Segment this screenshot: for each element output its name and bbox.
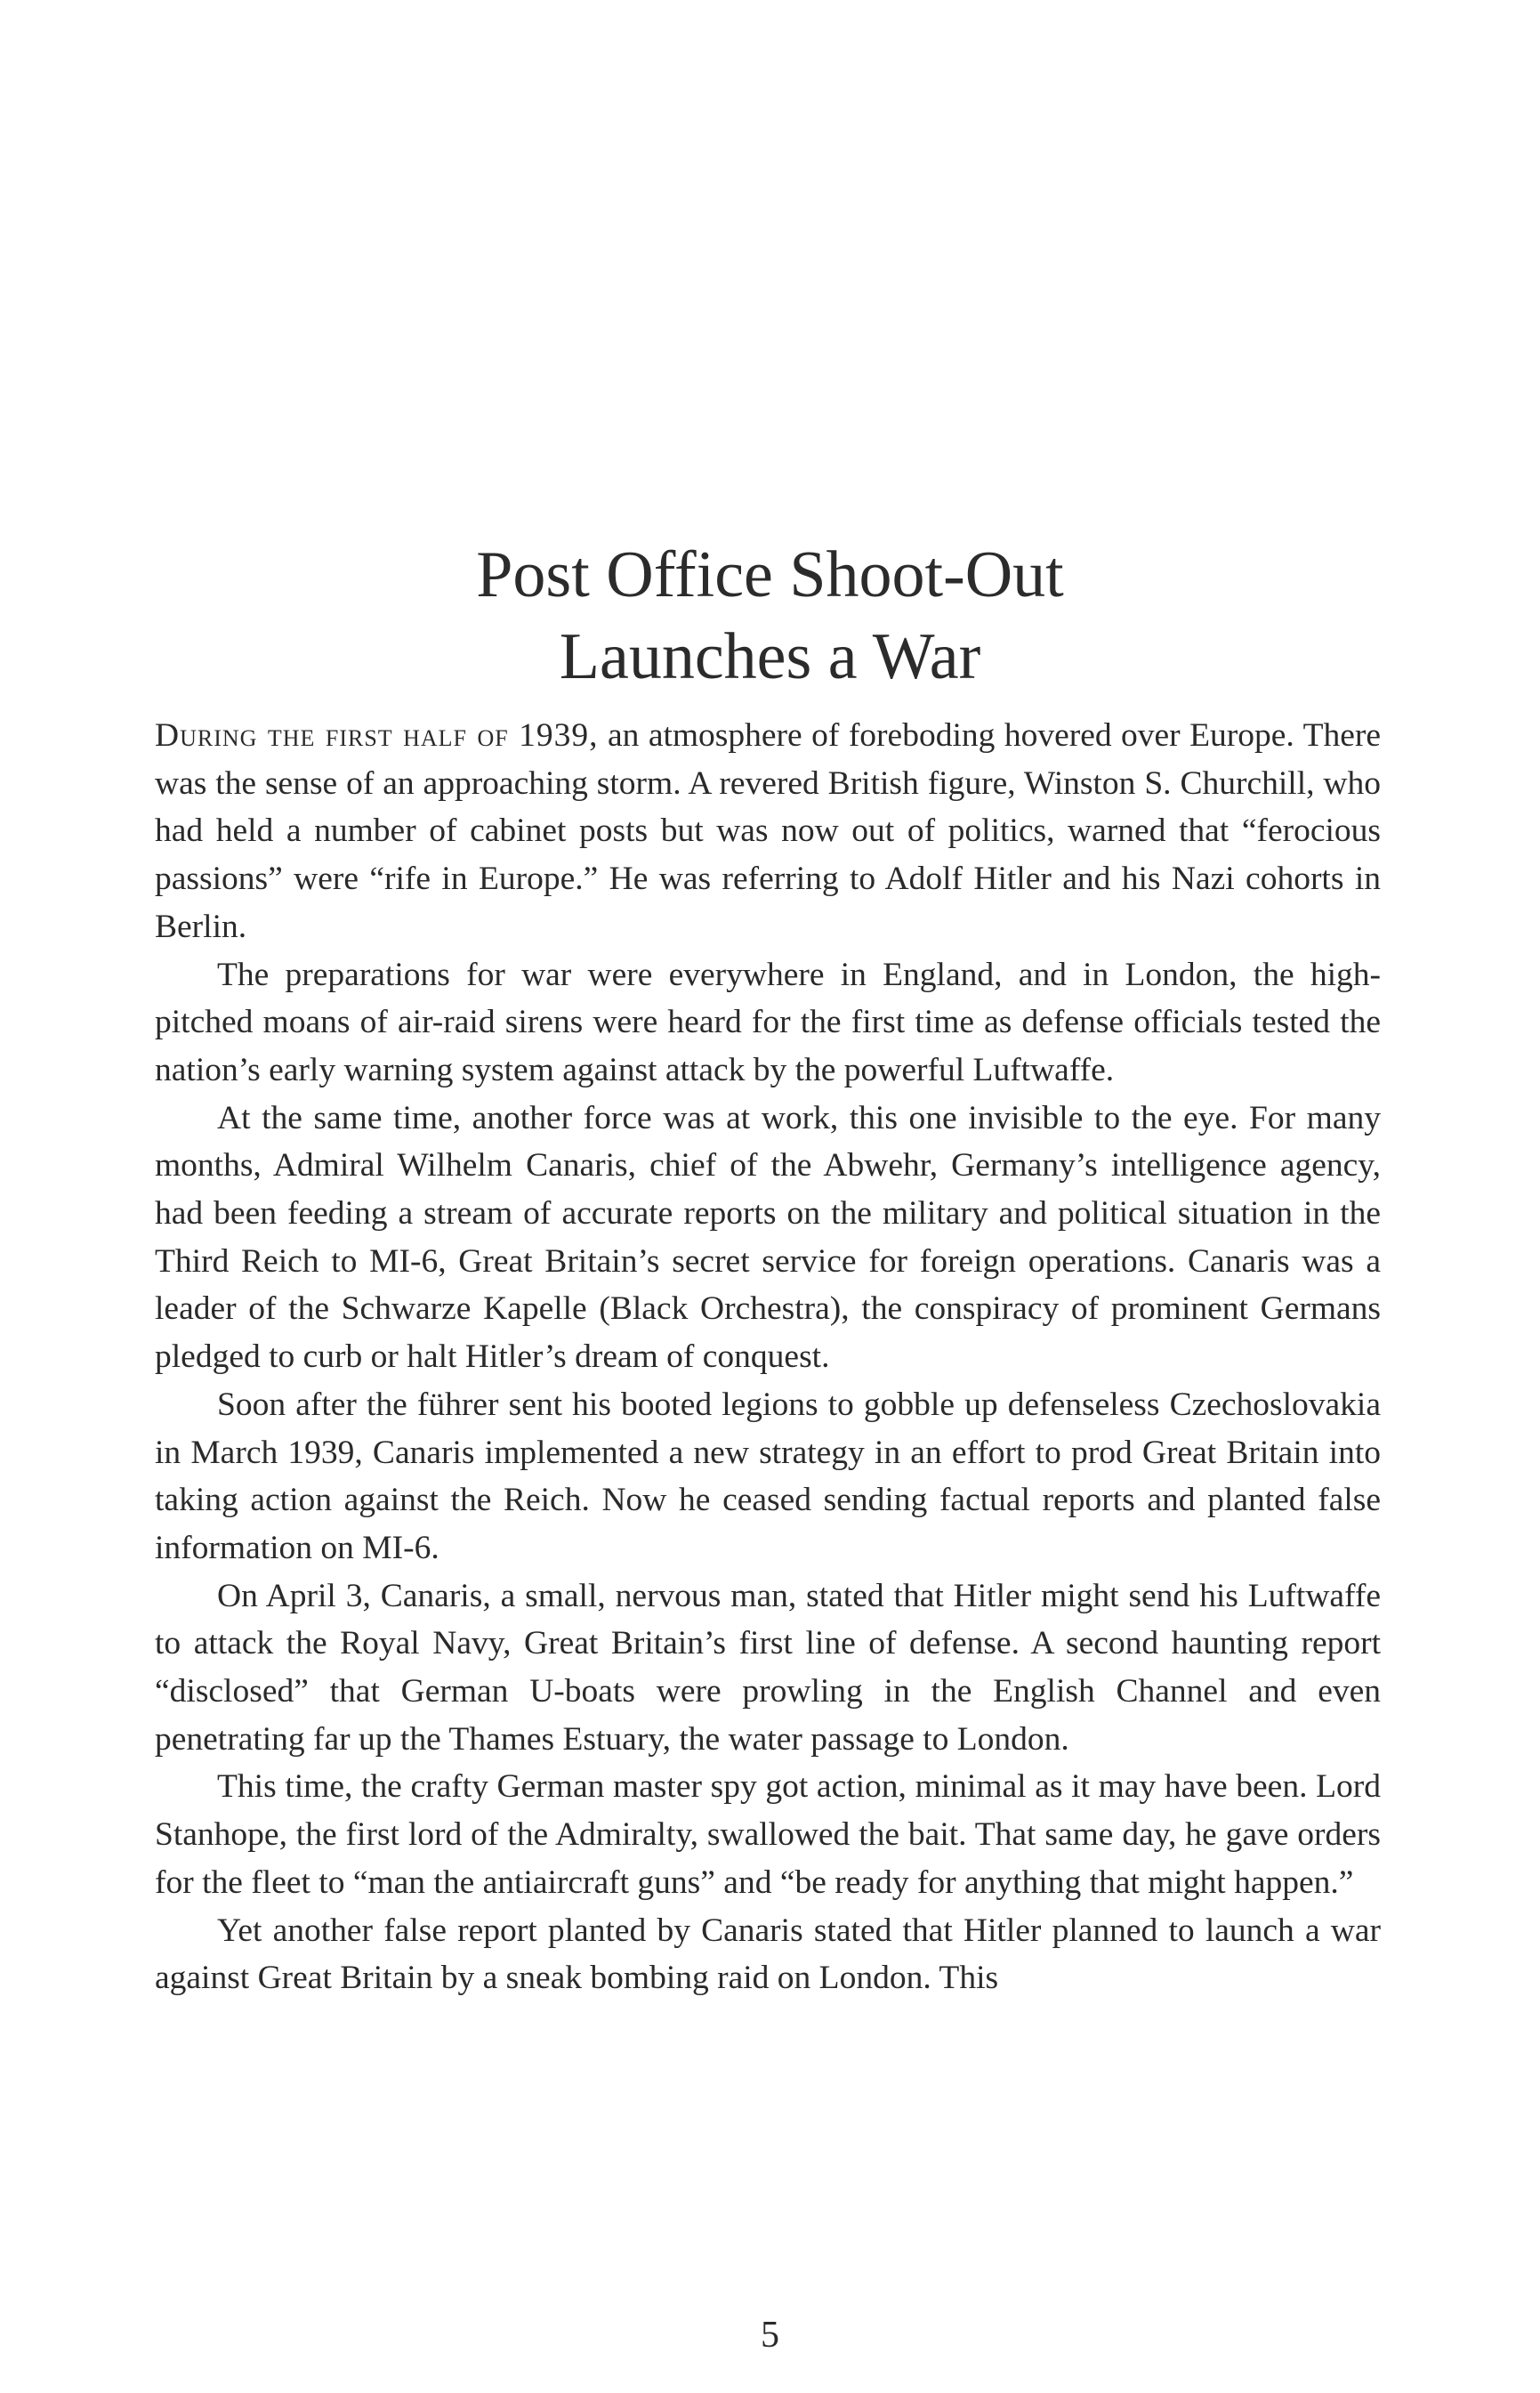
- paragraph-1: [155, 712, 1381, 951]
- paragraph-3: At the same time, another force was at work, this one invisible to the eye. For many months, Admiral Wilhelm Canaris, chief of the Abwehr, Germany’s intelligence agency, had been feeding a stream of accurate reports on the military and political situation in the Third Reich to MI-6, Great Britain’s secret service for foreign operations. Canaris was a leader of the Schwarze Kapelle (Black Orchestra), the conspiracy of prominent Germans pledged to curb or halt Hitler’s dream of conquest.: [155, 1099, 1381, 1376]
- paragraph-6: This time, the crafty German master spy got action, minimal as it may have been. Lord Stanhope, the first lord of the Admiralty, swallowed the bait. That same day, he gave orders for the fleet to “man the antiaircraft guns” and “be ready for anything that might happen.”: [155, 1768, 1381, 1901]
- chapter-title-line-2: Launches a War: [559, 620, 981, 693]
- chapter-title-line-1: Post Office Shoot-Out: [476, 538, 1064, 611]
- chapter-title: [0, 534, 1540, 698]
- paragraph-4: Soon after the führer sent his booted legions to gobble up defenseless Czechoslovakia in March 1939, Canaris implemented a new strategy in an effort to prod Great Britain into taking action against the Reich. Now he ceased sending factual reports and planted false information on MI-6.: [155, 1386, 1381, 1566]
- paragraph-1-text: an atmosphere of foreboding hovered over Europe. There was the sense of an approaching storm. A revered British figure, Winston S. Churchill, who had held a number of cabinet posts but was now out of politics, warned that “ferocious passions” were “rife in Europe.” He was referring to Adolf Hitler and his Nazi cohorts in Berlin.: [155, 717, 1381, 945]
- paragraph-5: On April 3, Canaris, a small, nervous man, stated that Hitler might send his Luftwaffe to attack the Royal Navy, Great Britain’s first line of defense. A second haunting report “disclosed” that German U-boats were prowling in the English Channel and even penetrating far up the Thames Estuary, the water passage to London.: [155, 1577, 1381, 1758]
- chapter-body: [155, 712, 1381, 2002]
- paragraph-2: The preparations for war were everywhere in England, and in London, the high-pitched moans of air-raid sirens were heard for the first time as defense officials tested the nation’s early warning system against attack by the powerful Luftwaffe.: [155, 956, 1381, 1088]
- paragraph-7: Yet another false report planted by Canaris stated that Hitler planned to launch a war against Great Britain by a sneak bombing raid on London. This: [155, 1912, 1381, 1997]
- opening-small-caps: During the first half of 1939,: [155, 717, 599, 754]
- page-number: 5: [761, 2315, 779, 2356]
